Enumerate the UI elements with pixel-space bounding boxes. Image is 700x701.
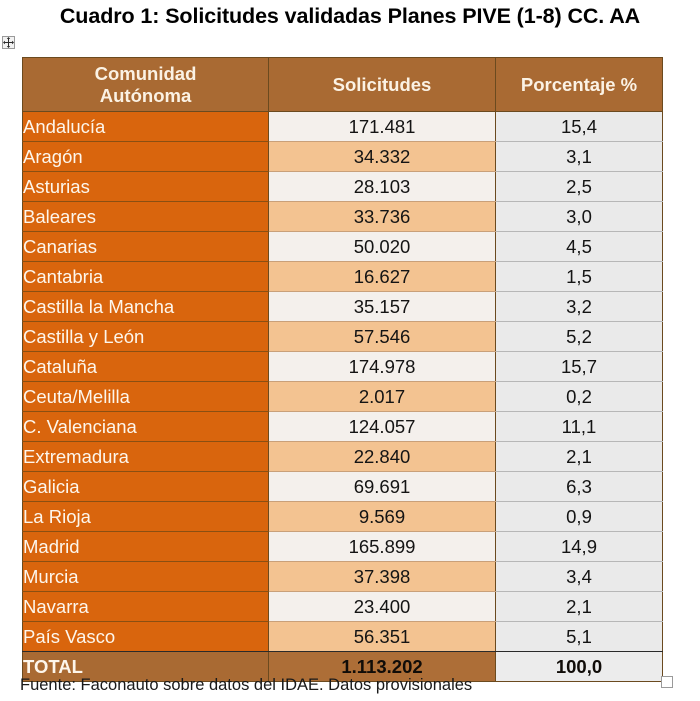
cell-solicitudes: 165.899 <box>269 532 496 562</box>
source-note: Fuente: Faconauto sobre datos del IDAE. Datos provisionales <box>20 676 473 694</box>
cell-porcentaje: 2,1 <box>496 592 663 622</box>
cell-comunidad: Ceuta/Melilla <box>23 382 269 412</box>
move-cross-icon[interactable] <box>2 36 15 49</box>
cell-solicitudes: 171.481 <box>269 112 496 142</box>
cell-porcentaje: 3,2 <box>496 292 663 322</box>
cell-solicitudes: 124.057 <box>269 412 496 442</box>
cell-solicitudes: 35.157 <box>269 292 496 322</box>
table-row <box>23 592 663 622</box>
table-body <box>23 112 663 682</box>
cell-comunidad: Cantabria <box>23 262 269 292</box>
cell-total-porcentaje: 100,0 <box>496 652 663 682</box>
cell-comunidad: Cataluña <box>23 352 269 382</box>
page-title: Cuadro 1: Solicitudes validadas Planes PIVE (1-8) CC. AA <box>59 4 641 28</box>
table-row <box>23 202 663 232</box>
cell-porcentaje: 3,0 <box>496 202 663 232</box>
cell-solicitudes: 16.627 <box>269 262 496 292</box>
cell-comunidad: Castilla y León <box>23 322 269 352</box>
table-row <box>23 112 663 142</box>
cell-porcentaje: 4,5 <box>496 232 663 262</box>
cell-solicitudes: 57.546 <box>269 322 496 352</box>
table-row <box>23 472 663 502</box>
table-header-row <box>23 58 663 112</box>
cell-comunidad: Galicia <box>23 472 269 502</box>
table-row <box>23 232 663 262</box>
cell-porcentaje: 2,5 <box>496 172 663 202</box>
column-header-comunidad-autonoma <box>23 58 269 112</box>
table-row <box>23 172 663 202</box>
table-row <box>23 412 663 442</box>
table-row <box>23 382 663 412</box>
column-header-porcentaje: Porcentaje % <box>496 58 663 112</box>
cell-porcentaje: 3,4 <box>496 562 663 592</box>
cell-porcentaje: 15,4 <box>496 112 663 142</box>
cell-solicitudes: 56.351 <box>269 622 496 652</box>
cell-porcentaje: 11,1 <box>496 412 663 442</box>
cell-comunidad: Aragón <box>23 142 269 172</box>
column-header-solicitudes: Solicitudes <box>269 58 496 112</box>
cell-solicitudes: 9.569 <box>269 502 496 532</box>
cell-porcentaje: 2,1 <box>496 442 663 472</box>
cell-comunidad: C. Valenciana <box>23 412 269 442</box>
cell-total-label: TOTAL <box>23 652 269 682</box>
cell-solicitudes: 50.020 <box>269 232 496 262</box>
table-row <box>23 502 663 532</box>
table-row <box>23 352 663 382</box>
table-row <box>23 142 663 172</box>
cell-solicitudes: 174.978 <box>269 352 496 382</box>
cell-porcentaje: 0,9 <box>496 502 663 532</box>
cell-comunidad: Canarias <box>23 232 269 262</box>
column-header-comunidad-line2: Autónoma <box>99 84 192 106</box>
cell-comunidad: Asturias <box>23 172 269 202</box>
cell-porcentaje: 6,3 <box>496 472 663 502</box>
solicitudes-table <box>22 57 663 682</box>
column-header-comunidad-line1: Comunidad <box>94 62 197 84</box>
cell-solicitudes: 22.840 <box>269 442 496 472</box>
cell-comunidad: Madrid <box>23 532 269 562</box>
cell-comunidad: La Rioja <box>23 502 269 532</box>
table-row <box>23 442 663 472</box>
cell-solicitudes: 2.017 <box>269 382 496 412</box>
table-row <box>23 622 663 652</box>
cell-porcentaje: 5,2 <box>496 322 663 352</box>
cell-comunidad: País Vasco <box>23 622 269 652</box>
table-row <box>23 262 663 292</box>
table-row <box>23 322 663 352</box>
cell-porcentaje: 5,1 <box>496 622 663 652</box>
cell-total-solicitudes: 1.113.202 <box>269 652 496 682</box>
cell-porcentaje: 1,5 <box>496 262 663 292</box>
table-row <box>23 292 663 322</box>
cell-comunidad: Navarra <box>23 592 269 622</box>
cell-comunidad: Castilla la Mancha <box>23 292 269 322</box>
cell-solicitudes: 34.332 <box>269 142 496 172</box>
cell-comunidad: Baleares <box>23 202 269 232</box>
cell-solicitudes: 69.691 <box>269 472 496 502</box>
cell-porcentaje: 14,9 <box>496 532 663 562</box>
cell-solicitudes: 28.103 <box>269 172 496 202</box>
table-row <box>23 532 663 562</box>
table-header <box>23 58 663 112</box>
cell-solicitudes: 33.736 <box>269 202 496 232</box>
cell-porcentaje: 3,1 <box>496 142 663 172</box>
cell-comunidad: Murcia <box>23 562 269 592</box>
table-row <box>23 562 663 592</box>
cell-porcentaje: 0,2 <box>496 382 663 412</box>
cell-comunidad: Andalucía <box>23 112 269 142</box>
cell-solicitudes: 37.398 <box>269 562 496 592</box>
cell-solicitudes: 23.400 <box>269 592 496 622</box>
resize-handle-icon[interactable] <box>661 676 673 688</box>
cell-comunidad: Extremadura <box>23 442 269 472</box>
cell-porcentaje: 15,7 <box>496 352 663 382</box>
